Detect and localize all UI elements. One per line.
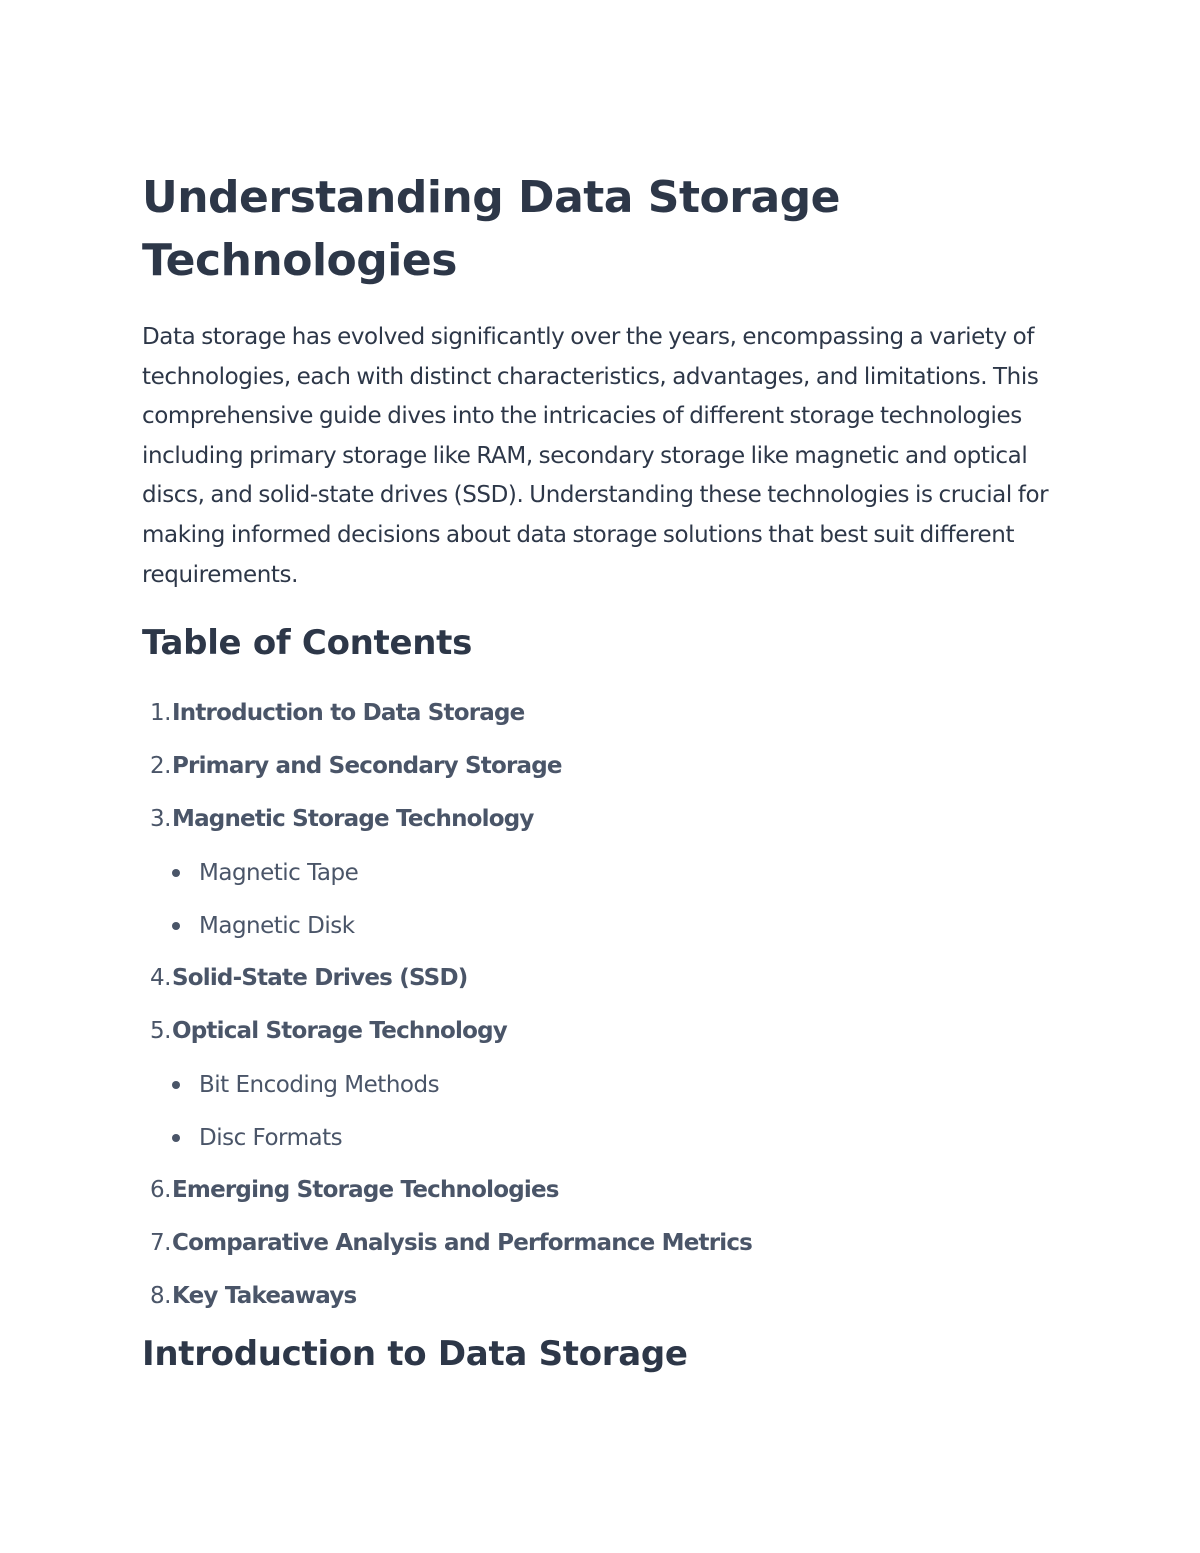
bullet-icon bbox=[172, 1134, 180, 1142]
toc-item-number: 5. bbox=[150, 1018, 171, 1045]
toc-item-introduction bbox=[142, 687, 1072, 740]
toc-subitem bbox=[170, 1058, 1072, 1111]
bullet-icon bbox=[172, 1081, 180, 1089]
bullet-icon bbox=[172, 922, 180, 930]
toc-link-magnetic[interactable]: Magnetic Storage Technology bbox=[172, 806, 534, 833]
toc-heading: Table of Contents bbox=[142, 623, 473, 664]
toc-link-comparative[interactable]: Comparative Analysis and Performance Metrics bbox=[172, 1230, 753, 1257]
toc-item-magnetic bbox=[142, 793, 1072, 952]
toc-subitem-label: Magnetic Tape bbox=[199, 859, 359, 886]
section-heading-introduction: Introduction to Data Storage bbox=[142, 1334, 688, 1374]
page-title: Understanding Data Storage Technologies bbox=[142, 172, 840, 286]
toc-item-number: 2. bbox=[150, 753, 171, 780]
intro-paragraph: Data storage has evolved significantly over the years, encompassing a variety of technologies, each with distinct characteristics, advantages, and limitations. This comprehensive guide dives into the intricacies of different storage technologies including primary storage like RAM, secondary storage like magnetic and optical discs, and solid-state drives (SSD). Understanding these technologies is crucial for making informed decisions about data storage solutions that best suit different requirements. bbox=[142, 324, 1049, 588]
toc-item-emerging bbox=[142, 1164, 1072, 1217]
toc-item-number: 1. bbox=[150, 700, 171, 727]
toc-sublist-optical bbox=[142, 1058, 1072, 1164]
toc-subitem bbox=[170, 1111, 1072, 1164]
toc-item-takeaways bbox=[142, 1270, 1072, 1323]
toc-item-number: 8. bbox=[150, 1283, 171, 1310]
toc-item-ssd bbox=[142, 952, 1072, 1005]
toc-item-number: 6. bbox=[150, 1177, 171, 1204]
toc-item-comparative bbox=[142, 1217, 1072, 1270]
table-of-contents bbox=[142, 687, 1072, 1323]
toc-subitem bbox=[170, 846, 1072, 899]
toc-item-number: 4. bbox=[150, 965, 171, 992]
toc-subitem bbox=[170, 899, 1072, 952]
toc-item-number: 7. bbox=[150, 1230, 171, 1257]
toc-item-primary-secondary bbox=[142, 740, 1072, 793]
toc-link-emerging[interactable]: Emerging Storage Technologies bbox=[172, 1177, 559, 1204]
toc-link-takeaways[interactable]: Key Takeaways bbox=[172, 1283, 357, 1310]
toc-link-optical[interactable]: Optical Storage Technology bbox=[172, 1018, 507, 1045]
toc-subitem-label: Bit Encoding Methods bbox=[199, 1071, 440, 1098]
toc-item-number: 3. bbox=[150, 806, 171, 833]
toc-item-optical bbox=[142, 1005, 1072, 1164]
toc-link-primary-secondary[interactable]: Primary and Secondary Storage bbox=[172, 753, 562, 780]
document-page bbox=[142, 166, 1072, 1374]
toc-subitem-label: Magnetic Disk bbox=[199, 912, 355, 939]
toc-link-introduction[interactable]: Introduction to Data Storage bbox=[172, 700, 525, 727]
toc-subitem-label: Disc Formats bbox=[199, 1124, 343, 1151]
toc-link-ssd[interactable]: Solid-State Drives (SSD) bbox=[172, 965, 468, 992]
toc-sublist-magnetic bbox=[142, 846, 1072, 952]
bullet-icon bbox=[172, 869, 180, 877]
